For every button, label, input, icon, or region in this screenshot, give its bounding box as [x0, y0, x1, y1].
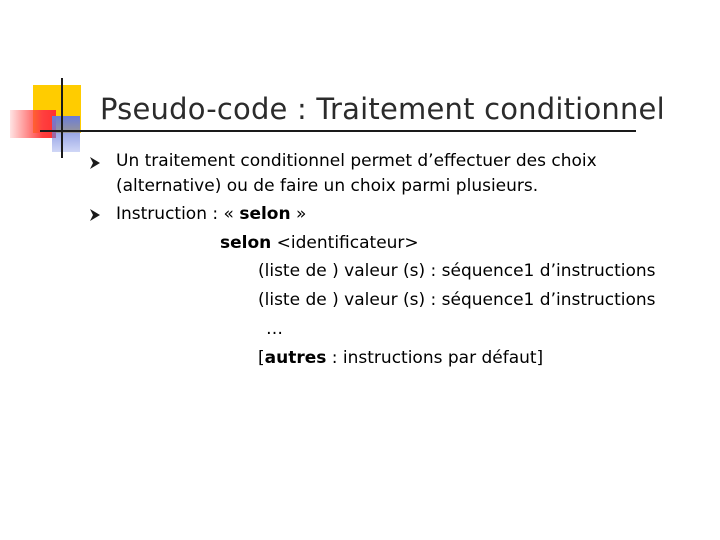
- bullet-1-line-2: (alternative) ou de faire un choix parmi plusieurs.: [116, 176, 539, 196]
- bullet-2-prefix: Instruction : «: [116, 204, 240, 224]
- arrowhead-bullet-icon: [88, 208, 102, 222]
- bullet-1-line-1: Un traitement conditionnel permet d’effectuer des choix: [116, 151, 597, 171]
- bullet-2-suffix: »: [290, 204, 307, 224]
- code-line-5: [258, 347, 543, 369]
- code-keyword-autres: autres: [264, 348, 327, 368]
- code-line-1: [220, 232, 419, 254]
- code-line-2: (liste de ) valeur (s) : séquence1 d’instructions: [258, 261, 656, 281]
- arrowhead-bullet-icon: [88, 156, 102, 170]
- bullet-2-keyword: selon: [239, 204, 291, 224]
- code-line-4-ellipsis: …: [266, 319, 283, 339]
- code-line-3: (liste de ) valeur (s) : séquence1 d’instructions: [258, 290, 656, 310]
- code-bracket-open: [: [258, 348, 265, 368]
- slide-title: Pseudo-code : Traitement conditionnel: [100, 92, 665, 126]
- code-default-text: : instructions par défaut]: [326, 348, 544, 368]
- code-identifier: <identificateur>: [271, 233, 419, 253]
- bullet-2-text: [116, 203, 306, 225]
- code-keyword-selon: selon: [220, 233, 272, 253]
